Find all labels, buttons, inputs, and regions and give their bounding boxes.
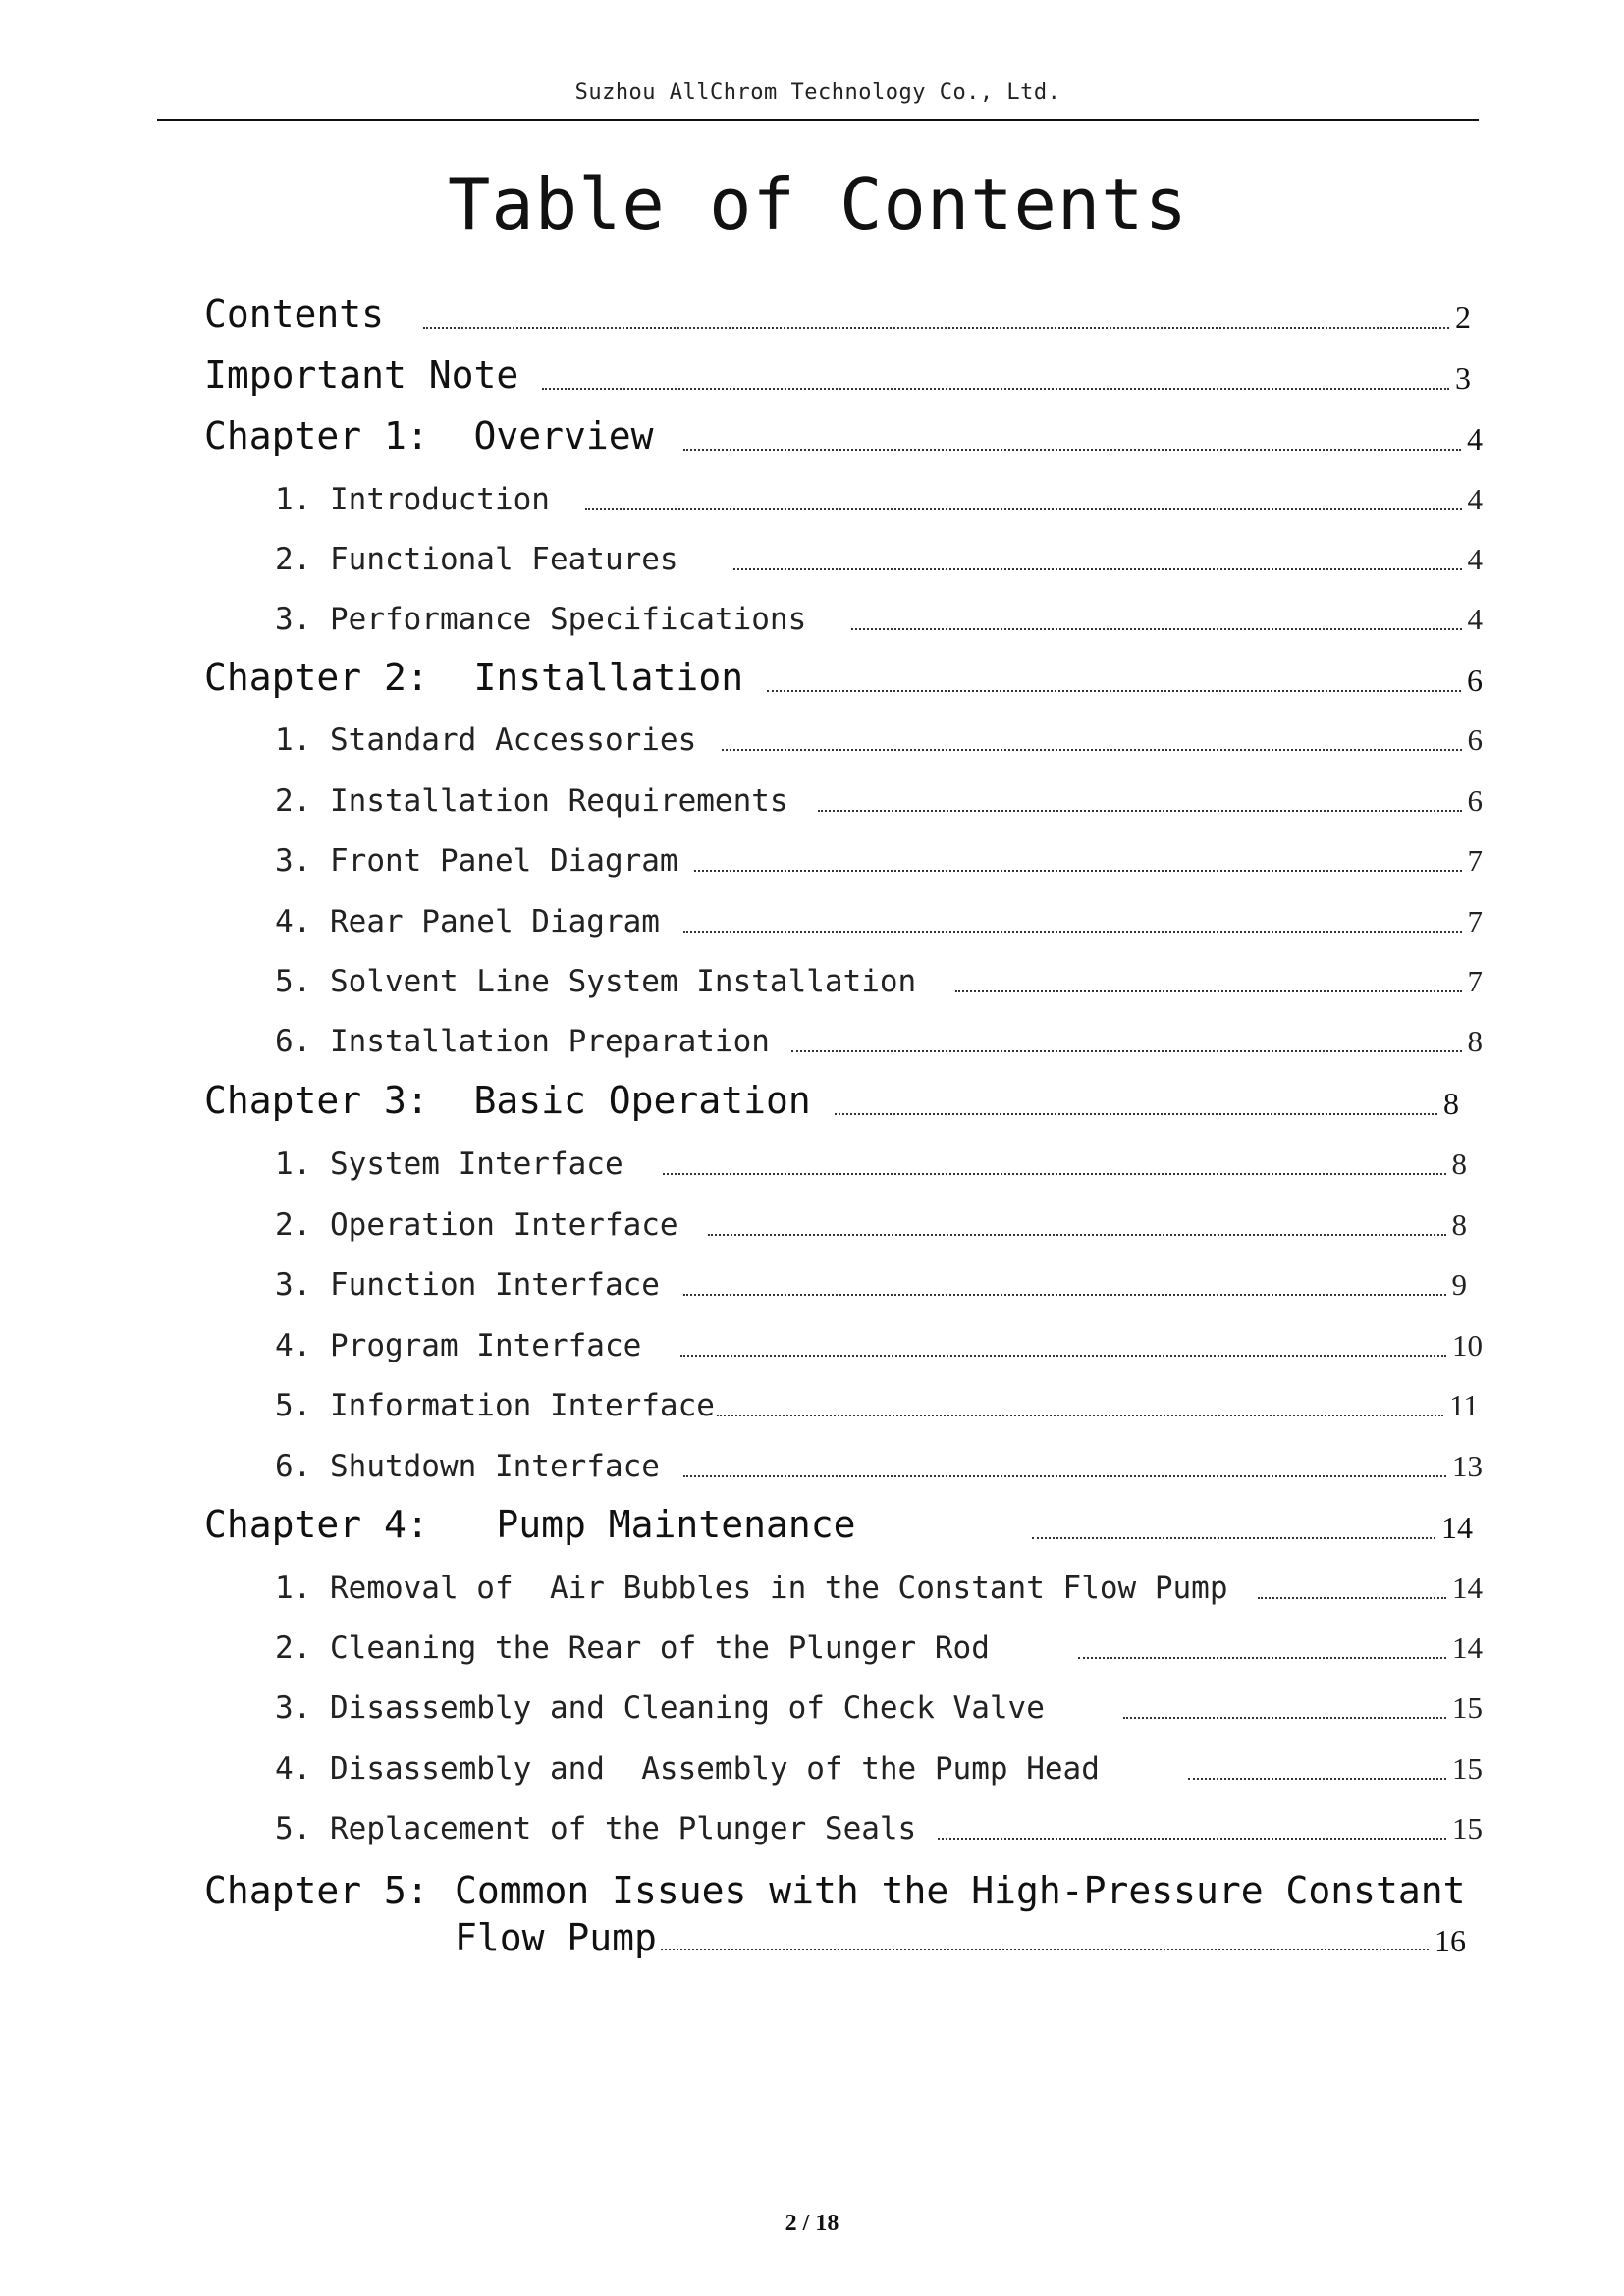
toc-entry-label: 5. Information Interface — [275, 1388, 715, 1423]
toc-dot-leader — [791, 1050, 1462, 1052]
toc-dot-leader — [694, 870, 1462, 872]
toc-dot-leader — [835, 1113, 1437, 1115]
toc-entry-3-5[interactable] — [275, 1384, 1479, 1423]
toc-page-number: 7 — [1467, 843, 1483, 878]
toc-entry-label: 1. System Interface — [275, 1147, 623, 1182]
toc-entry-label: 4. Disassembly and Assembly of the Pump Head — [275, 1751, 1100, 1787]
toc-entry-label: Chapter 1: Overview — [204, 414, 654, 457]
toc-entry-2-2[interactable] — [275, 779, 1483, 819]
toc-dot-leader — [542, 388, 1449, 390]
toc-entry-label: 1. Standard Accessories — [275, 722, 697, 758]
chapter-5-title-line-2-row — [455, 1916, 1466, 1959]
toc-entry-3-1[interactable] — [275, 1143, 1467, 1182]
toc-entry-label: Contents — [204, 293, 385, 336]
toc-page-number: 9 — [1451, 1267, 1467, 1302]
toc-entry-4-4[interactable] — [275, 1747, 1483, 1787]
toc-page-number: 7 — [1467, 904, 1483, 938]
running-header: Suzhou AllChrom Technology Co., Ltd. — [574, 80, 1061, 105]
toc-page-number: 16 — [1435, 1923, 1466, 1958]
toc-entry-2-5[interactable] — [275, 960, 1483, 999]
chapter-5-number: Chapter 5: — [204, 1869, 429, 1912]
toc-page-number: 8 — [1467, 1024, 1483, 1058]
toc-entry-label: 3. Front Panel Diagram — [275, 843, 678, 879]
toc-entry-label: 3. Performance Specifications — [275, 602, 807, 637]
toc-page-number: 8 — [1443, 1086, 1459, 1121]
toc-dot-leader — [733, 568, 1462, 570]
toc-entry-label: 2. Cleaning the Rear of the Plunger Rod — [275, 1630, 990, 1666]
toc-entry-3-4[interactable] — [275, 1324, 1483, 1363]
toc-entry-label: 4. Program Interface — [275, 1328, 642, 1363]
toc-dot-leader — [683, 449, 1461, 451]
toc-page-number: 14 — [1452, 1571, 1483, 1605]
toc-dot-leader — [680, 1355, 1446, 1357]
toc-page-number: 15 — [1452, 1751, 1483, 1786]
toc-entry-label: 5. Replacement of the Plunger Seals — [275, 1811, 917, 1846]
toc-page-number: 14 — [1441, 1510, 1473, 1545]
toc-page-number: 15 — [1452, 1811, 1483, 1845]
toc-entry-label: 2. Operation Interface — [275, 1207, 678, 1243]
toc-entry-label: 6. Shutdown Interface — [275, 1449, 660, 1484]
toc-entry-label: 3. Disassembly and Cleaning of Check Valve — [275, 1690, 1045, 1726]
toc-entry-label: 2. Installation Requirements — [275, 783, 788, 819]
toc-entry-label: 2. Functional Features — [275, 542, 678, 577]
toc-entry-chapter-1[interactable] — [204, 412, 1483, 457]
toc-page-number: 11 — [1449, 1388, 1479, 1422]
toc-dot-leader — [1258, 1597, 1446, 1599]
toc-entry-4-1[interactable] — [275, 1567, 1483, 1606]
toc-entry-label: Chapter 4: Pump Maintenance — [204, 1503, 856, 1546]
toc-dot-leader — [683, 1294, 1446, 1296]
toc-entry-4-2[interactable] — [275, 1627, 1483, 1666]
toc-dot-leader — [818, 810, 1462, 812]
toc-dot-leader — [585, 508, 1462, 510]
toc-page-number: 15 — [1452, 1690, 1483, 1725]
toc-dot-leader — [1032, 1537, 1435, 1539]
toc-page-number: 3 — [1455, 360, 1471, 396]
toc-entry-label: Important Note — [204, 353, 519, 397]
toc-dot-leader — [1188, 1778, 1446, 1780]
toc-entry-chapter-4[interactable] — [204, 1501, 1473, 1546]
toc-entry-chapter-2[interactable] — [204, 654, 1483, 699]
toc-dot-leader — [938, 1838, 1446, 1840]
toc-entry-important-note[interactable] — [204, 351, 1471, 397]
toc-dot-leader — [708, 1234, 1446, 1236]
toc-entry-label: 5. Solvent Line System Installation — [275, 964, 917, 999]
toc-entry-3-2[interactable] — [275, 1203, 1467, 1243]
toc-page-number: 4 — [1467, 421, 1483, 456]
toc-dot-leader — [423, 327, 1449, 329]
toc-dot-leader — [661, 1949, 1429, 1950]
toc-entry-1-1[interactable] — [275, 478, 1483, 517]
chapter-5-title-line-1: Common Issues with the High-Pressure Constant — [455, 1869, 1466, 1912]
toc-page-number: 10 — [1452, 1328, 1483, 1362]
toc-entry-label: 1. Introduction — [275, 482, 550, 517]
toc-dot-leader — [663, 1173, 1446, 1175]
toc-page-number: 4 — [1467, 542, 1483, 576]
page-footer: 2 / 18 — [785, 2211, 839, 2236]
toc-page-number: 13 — [1452, 1449, 1483, 1483]
toc-entry-2-1[interactable] — [275, 719, 1483, 758]
toc-entry-label: 6. Installation Preparation — [275, 1024, 770, 1059]
toc-dot-leader — [851, 628, 1461, 630]
toc-page-number: 6 — [1467, 663, 1483, 698]
toc-page-number: 7 — [1467, 964, 1483, 998]
toc-entry-label: 3. Function Interface — [275, 1267, 660, 1303]
toc-entry-2-4[interactable] — [275, 900, 1483, 939]
toc-entry-label: Chapter 3: Basic Operation — [204, 1079, 811, 1122]
toc-page-number: 8 — [1451, 1207, 1467, 1242]
toc-page-number: 6 — [1467, 722, 1483, 757]
toc-entry-label: 4. Rear Panel Diagram — [275, 904, 660, 939]
toc-entry-2-3[interactable] — [275, 839, 1483, 879]
toc-dot-leader — [683, 931, 1462, 933]
toc-page-number: 2 — [1455, 299, 1471, 335]
toc-page-number: 6 — [1467, 783, 1483, 818]
toc-entry-3-6[interactable] — [275, 1445, 1483, 1484]
toc-dot-leader — [1123, 1717, 1446, 1719]
toc-page-number: 14 — [1452, 1630, 1483, 1665]
toc-entry-chapter-3[interactable] — [204, 1077, 1459, 1122]
toc-page-number: 8 — [1451, 1147, 1467, 1181]
toc-dot-leader — [722, 749, 1461, 751]
toc-dot-leader — [1078, 1657, 1446, 1659]
toc-entry-3-3[interactable] — [275, 1263, 1467, 1303]
toc-entry-label: Chapter 2: Installation — [204, 656, 744, 699]
toc-entry-4-3[interactable] — [275, 1686, 1483, 1726]
toc-entry-1-2[interactable] — [275, 538, 1483, 577]
toc-page-number: 4 — [1467, 602, 1483, 636]
toc-page-number: 4 — [1467, 482, 1483, 516]
toc-dot-leader — [683, 1475, 1446, 1477]
toc-entry-label: 1. Removal of Air Bubbles in the Constant Flow Pump — [275, 1571, 1228, 1606]
toc-dot-leader — [717, 1415, 1443, 1416]
page-title: Table of Contents — [448, 163, 1188, 245]
toc-dot-leader — [767, 690, 1461, 692]
chapter-5-title-line-2: Flow Pump — [455, 1916, 657, 1959]
toc-entry-4-5[interactable] — [275, 1807, 1483, 1846]
toc-entry-2-6[interactable] — [275, 1020, 1483, 1059]
toc-dot-leader — [955, 990, 1461, 992]
toc-entry-contents[interactable] — [204, 291, 1471, 336]
toc-entry-1-3[interactable] — [275, 598, 1483, 637]
